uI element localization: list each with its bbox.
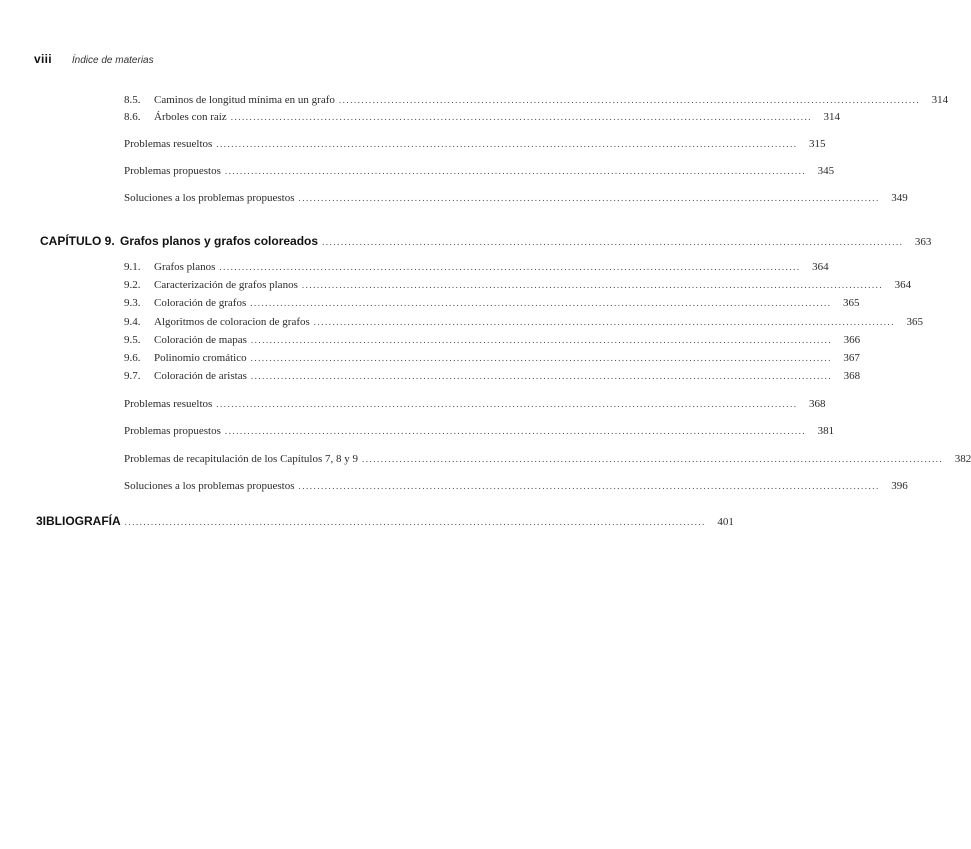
toc-entry-8-5 bbox=[124, 94, 949, 110]
entry-title: Soluciones a los problemas propuestos bbox=[124, 192, 295, 204]
page-number: 382 bbox=[954, 453, 971, 465]
section-title: Árboles con raíz bbox=[154, 111, 227, 123]
page-number: 314 bbox=[823, 111, 840, 123]
section-title: Coloración de grafos bbox=[154, 297, 247, 309]
dot-leader: ........................................................................................................................................................... bbox=[250, 371, 833, 381]
toc-entry-9-4 bbox=[124, 316, 924, 332]
dot-leader: ........................................................................................................................................................... bbox=[216, 399, 798, 409]
section-title: Grafos planos bbox=[154, 261, 216, 273]
toc-entry-9-2 bbox=[124, 279, 912, 295]
toc-entry-problemas-propuestos bbox=[124, 425, 835, 441]
entry-title: Soluciones a los problemas propuestos bbox=[124, 480, 295, 492]
page-number: 368 bbox=[843, 370, 861, 382]
toc-entry-9-3 bbox=[124, 297, 860, 313]
toc-entry-9-1 bbox=[124, 261, 829, 277]
toc-entry-8-6 bbox=[124, 111, 840, 127]
page-number: 396 bbox=[891, 480, 908, 492]
entry-title: Problemas de recapitulación de los Capítulos 7, 8 y 9 bbox=[124, 453, 359, 465]
bibliography-heading: 3IBLIOGRAFÍA bbox=[36, 514, 121, 528]
page-number: 401 bbox=[717, 516, 734, 528]
dot-leader: ........................................................................................................................................................... bbox=[224, 166, 807, 176]
toc-bibliography bbox=[36, 514, 734, 530]
chapter-label: CAPÍTULO 9. bbox=[40, 234, 115, 248]
section-number: 9.1. bbox=[124, 261, 141, 273]
section-title: Caracterización de grafos planos bbox=[154, 279, 298, 291]
dot-leader: ........................................................................................................................................................... bbox=[216, 139, 798, 149]
page-number: 314 bbox=[931, 94, 949, 106]
dot-leader: ........................................................................................................................................................... bbox=[250, 353, 832, 363]
section-number: 8.6. bbox=[124, 111, 141, 123]
page-number: 349 bbox=[891, 192, 908, 204]
section-title: Coloración de mapas bbox=[154, 334, 247, 346]
dot-leader: ........................................................................................................................................................... bbox=[338, 95, 921, 105]
dot-leader: ........................................................................................................................................................... bbox=[250, 298, 832, 308]
toc-entry-recapitulacion bbox=[124, 453, 971, 469]
page-folio: viii bbox=[34, 52, 52, 66]
page-number: 381 bbox=[817, 425, 835, 437]
toc-entry-soluciones bbox=[124, 192, 908, 208]
entry-title: Problemas resueltos bbox=[124, 138, 213, 150]
toc-entry-problemas-propuestos bbox=[124, 165, 835, 181]
page-number: 364 bbox=[894, 279, 912, 291]
entry-title: Problemas propuestos bbox=[124, 425, 221, 437]
section-number: 9.2. bbox=[124, 279, 141, 291]
page-number: 368 bbox=[809, 398, 826, 410]
dot-leader: ........................................................................................................................................................... bbox=[313, 317, 896, 327]
entry-title: Problemas resueltos bbox=[124, 398, 213, 410]
toc-entry-9-7 bbox=[124, 370, 861, 386]
section-title: Polinomio cromático bbox=[154, 352, 247, 364]
section-number: 9.7. bbox=[124, 370, 141, 382]
toc-entry-soluciones bbox=[124, 480, 908, 496]
section-number: 9.3. bbox=[124, 297, 141, 309]
toc-entry-problemas-resueltos bbox=[124, 398, 826, 414]
dot-leader: ........................................................................................................................................................... bbox=[298, 481, 880, 491]
section-number: 8.5. bbox=[124, 94, 141, 106]
dot-leader: ........................................................................................................................................................... bbox=[322, 237, 904, 247]
section-number: 9.4. bbox=[124, 316, 141, 328]
page-number: 364 bbox=[812, 261, 829, 273]
entry-title: Problemas propuestos bbox=[124, 165, 221, 177]
dot-leader: ........................................................................................................................................................... bbox=[124, 517, 706, 527]
toc-entry-problemas-resueltos bbox=[124, 138, 826, 154]
toc-chapter-9 bbox=[40, 234, 932, 250]
page-number: 365 bbox=[906, 316, 924, 328]
dot-leader: ........................................................................................................................................................... bbox=[219, 262, 801, 272]
section-title: Caminos de longitud mínima en un grafo bbox=[154, 94, 335, 106]
dot-leader: ........................................................................................................................................................... bbox=[230, 112, 812, 122]
dot-leader: ........................................................................................................................................................... bbox=[301, 280, 884, 290]
section-title: Algoritmos de coloracion de grafos bbox=[154, 316, 310, 328]
chapter-title: Grafos planos y grafos coloreados bbox=[120, 234, 319, 248]
running-title: Índice de materias bbox=[71, 55, 154, 66]
page-number: 315 bbox=[809, 138, 826, 150]
page-number: 367 bbox=[843, 352, 860, 364]
dot-leader: ........................................................................................................................................................... bbox=[224, 426, 807, 436]
section-number: 9.5. bbox=[124, 334, 141, 346]
dot-leader: ........................................................................................................................................................... bbox=[298, 193, 880, 203]
page-number: 365 bbox=[843, 297, 860, 309]
running-header bbox=[34, 52, 154, 68]
page-number: 363 bbox=[914, 236, 932, 248]
toc-entry-9-6 bbox=[124, 352, 860, 368]
dot-leader: ........................................................................................................................................................... bbox=[250, 335, 833, 345]
section-number: 9.6. bbox=[124, 352, 141, 364]
toc-entry-9-5 bbox=[124, 334, 861, 350]
dot-leader: ........................................................................................................................................................... bbox=[362, 454, 944, 464]
page-number: 345 bbox=[817, 165, 835, 177]
page-number: 366 bbox=[843, 334, 861, 346]
section-title: Coloración de aristas bbox=[154, 370, 247, 382]
